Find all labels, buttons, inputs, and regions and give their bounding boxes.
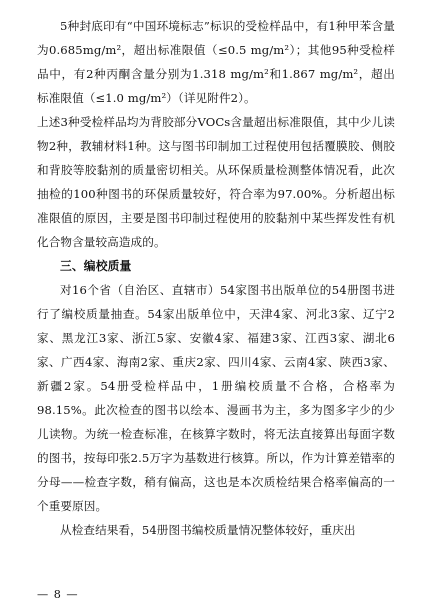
paragraph-voc-analysis: 上述3种受检样品均为背胶部分VOCs含量超出标准限值，其中少儿读物2种，教辅材料1种。这与图书印制加工过程使用包括覆膜胶、侧胶和背胶等胶黏剂的质量密切相关。从环保质量检测整体情况看，此次抽检的100种图书的环保质量较好，符合率为97.00%。分析超出标准限值的原因，主要是图书印制过程使用的胶黏剂中某些挥发性有机化合物含量较高造成的。 — [37, 115, 395, 249]
page-number: — 8 — — [37, 588, 79, 601]
paragraph-env-label-samples: 5种封底印有“中国环境标志”标识的受检样品中，有1种甲苯含量为0.685mg/m²，超出标准限值（≤0.5 mg/m²）；其他95种受检样品中，有2种丙酮含量分别为1.318 mg/m²和1.867 mg/m²，超出标准限值（≤1.0 mg/m²）（详见附件2）。 — [37, 19, 395, 105]
page-content — [37, 14, 395, 542]
paragraph-editing-inspection: 对16个省（自治区、直辖市）54家图书出版单位的54册图书进行了编校质量抽查。54家出版单位中，天津4家、河北3家、辽宁2家、黑龙江3家、浙江5家、安徽4家、福建3家、江西3家、湖北6家、广西4家、海南2家、重庆2家、四川4家、云南4家、陕西3家、新疆2家。54册受检样品中，1册编校质量不合格，合格率为98.15%。此次检查的图书以绘本、漫画书为主，多为图多字少的少儿读物。为统一检查标准，在核算字数时，将无法直接算出每面字数的图书，按每印张2.5万字为基数进行核算。所以，作为计算差错率的分母——检查字数，稍有偏高，这也是本次质检结果合格率偏高的一个重要原因。 — [37, 283, 395, 513]
paragraph-inspection-results: 从检查结果看，54册图书编校质量情况整体较好，重庆出 — [60, 523, 356, 537]
section-heading-editing-quality: 三、编校质量 — [60, 259, 132, 273]
